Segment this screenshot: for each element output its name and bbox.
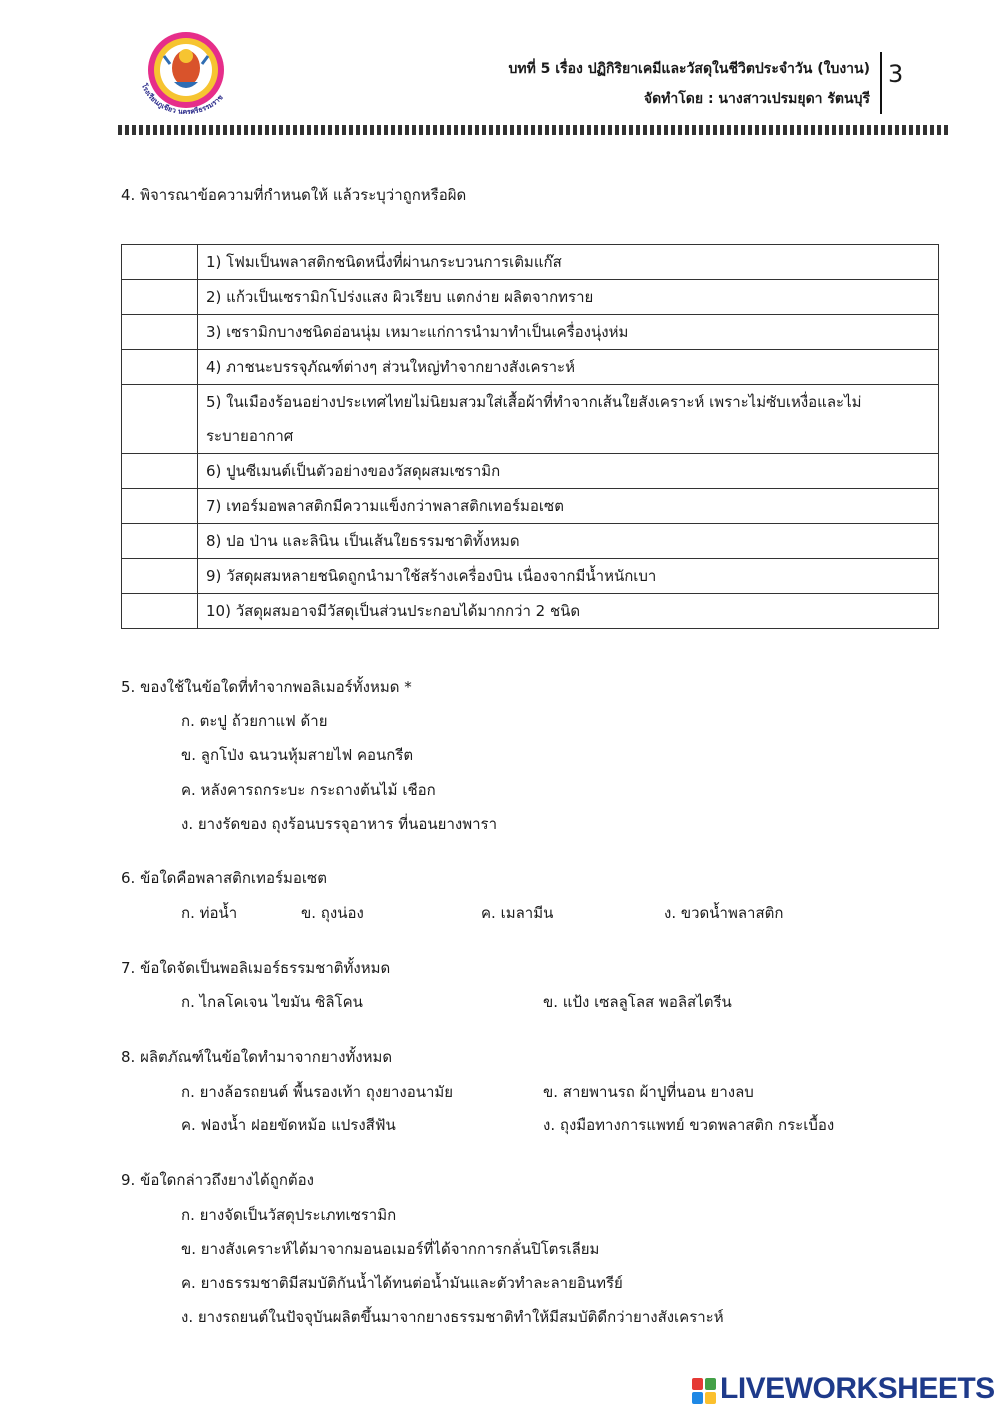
answer-cell[interactable] [122, 489, 198, 524]
q5-prompt: 5. ของใช้ในข้อใดที่ทำจากพอลิเมอร์ทั้งหมด * [121, 678, 412, 696]
answer-cell[interactable] [122, 454, 198, 489]
true-false-table [121, 244, 939, 629]
table-row [122, 315, 939, 350]
q6-option-c[interactable]: ค. เมลามีน [481, 904, 554, 922]
answer-cell[interactable] [122, 245, 198, 280]
answer-cell[interactable] [122, 385, 198, 454]
statement-cell: 7) เทอร์มอพลาสติกมีความแข็งกว่าพลาสติกเทอร์มอเซต [198, 489, 939, 524]
q7-option-b[interactable]: ข. แป้ง เซลลูโลส พอลิสไตรีน [543, 993, 732, 1011]
q9-option-d[interactable]: ง. ยางรถยนต์ในปัจจุบันผลิตขึ้นมาจากยางธรรมชาติทำให้มีสมบัติดีกว่ายางสังเคราะห์ [181, 1308, 724, 1326]
statement-cell: 6) ปูนซีเมนต์เป็นตัวอย่างของวัสดุผสมเซรามิก [198, 454, 939, 489]
q9-prompt: 9. ข้อใดกล่าวถึงยางได้ถูกต้อง [121, 1171, 314, 1189]
statement-cell: 3) เซรามิกบางชนิดอ่อนนุ่ม เหมาะแก่การนำมาทำเป็นเครื่องนุ่งห่ม [198, 315, 939, 350]
statement-line: 5) ในเมืองร้อนอย่างประเทศไทยไม่นิยมสวมใส่เสื้อผ้าที่ทำจากเส้นใยสังเคราะห์ เพราะไม่ซับเหงื่อและไม่ [206, 393, 862, 411]
q8-prompt: 8. ผลิตภัณฑ์ในข้อใดทำมาจากยางทั้งหมด [121, 1048, 393, 1066]
table-row [122, 280, 939, 315]
q7-option-a[interactable]: ก. ไกลโคเจน ไขมัน ซิลิโคน [181, 993, 363, 1011]
answer-cell[interactable] [122, 315, 198, 350]
q5-option-b[interactable]: ข. ลูกโป่ง ฉนวนหุ้มสายไฟ คอนกรีต [181, 746, 414, 764]
answer-cell[interactable] [122, 559, 198, 594]
table-row [122, 594, 939, 629]
table-row [122, 559, 939, 594]
worksheet-title: บทที่ 5 เรื่อง ปฏิกิริยาเคมีและวัสดุในชีวิตประจำวัน (ใบงาน) [508, 61, 870, 77]
answer-cell[interactable] [122, 524, 198, 559]
table-row [122, 350, 939, 385]
q9-option-b[interactable]: ข. ยางสังเคราะห์ได้มาจากมอนอเมอร์ที่ได้จากการกลั่นปิโตรเลียม [181, 1240, 600, 1258]
q8-option-a[interactable]: ก. ยางล้อรถยนต์ พื้นรองเท้า ถุงยางอนามัย [181, 1083, 454, 1101]
q9-option-a[interactable]: ก. ยางจัดเป็นวัสดุประเภทเซรามิก [181, 1206, 397, 1224]
answer-cell[interactable] [122, 350, 198, 385]
table-row [122, 524, 939, 559]
q8-option-b[interactable]: ข. สายพานรถ ผ้าปูที่นอน ยางลบ [543, 1083, 754, 1101]
school-logo [130, 28, 242, 114]
statement-cell: 2) แก้วเป็นเซรามิกโปร่งแสง ผิวเรียบ แตกง่าย ผลิตจากทราย [198, 280, 939, 315]
q6-option-a[interactable]: ก. ท่อน้ำ [181, 904, 238, 922]
q5-option-d[interactable]: ง. ยางรัดของ ถุงร้อนบรรจุอาหาร ที่นอนยางพารา [181, 815, 497, 833]
q9-option-c[interactable]: ค. ยางธรรมชาติมีสมบัติกันน้ำได้ทนต่อน้ำมันและตัวทำละลายอินทรีย์ [181, 1274, 623, 1292]
table-row [122, 385, 939, 454]
worksheet-author: จัดทำโดย : นางสาวเปรมยุดา รัตนบุรี [643, 91, 870, 107]
q7-prompt: 7. ข้อใดจัดเป็นพอลิเมอร์ธรรมชาติทั้งหมด [121, 959, 391, 977]
q5-option-a[interactable]: ก. ตะปู ถ้วยกาแฟ ด้าย [181, 712, 328, 730]
statement-line: ระบายอากาศ [206, 427, 294, 445]
answer-cell[interactable] [122, 594, 198, 629]
table-row [122, 245, 939, 280]
statement-cell: 9) วัสดุผสมหลายชนิดถูกนำมาใช้สร้างเครื่องบิน เนื่องจากมีน้ำหนักเบา [198, 559, 939, 594]
brand-name: LIVEWORKSHEETS [720, 1372, 995, 1405]
table-row [122, 454, 939, 489]
table-row [122, 489, 939, 524]
header-separator [118, 125, 950, 135]
svg-text:โรงเรียนภูเขียว นครศรีธรรมราช: โรงเรียนภูเขียว นครศรีธรรมราช [139, 82, 225, 114]
header-divider [880, 52, 882, 114]
liveworksheets-logo-icon [692, 1378, 716, 1404]
q5-option-c[interactable]: ค. หลังคารถกระบะ กระถางต้นไม้ เชือก [181, 781, 436, 799]
statement-cell [198, 385, 939, 454]
q6-prompt: 6. ข้อใดคือพลาสติกเทอร์มอเซต [121, 869, 327, 887]
q8-option-d[interactable]: ง. ถุงมือทางการแพทย์ ขวดพลาสติก กระเบื้อง [543, 1116, 835, 1134]
answer-cell[interactable] [122, 280, 198, 315]
statement-cell: 1) โฟมเป็นพลาสติกชนิดหนึ่งที่ผ่านกระบวนการเติมแก๊ส [198, 245, 939, 280]
q8-option-c[interactable]: ค. ฟองน้ำ ฝอยขัดหม้อ แปรงสีฟัน [181, 1116, 396, 1134]
page-number: 3 [888, 60, 904, 88]
statement-cell: 4) ภาชนะบรรจุภัณฑ์ต่างๆ ส่วนใหญ่ทำจากยางสังเคราะห์ [198, 350, 939, 385]
statement-cell: 8) ปอ ป่าน และลินิน เป็นเส้นใยธรรมชาติทั้งหมด [198, 524, 939, 559]
q6-option-d[interactable]: ง. ขวดน้ำพลาสติก [664, 904, 784, 922]
statement-cell: 10) วัสดุผสมอาจมีวัสดุเป็นส่วนประกอบได้มากกว่า 2 ชนิด [198, 594, 939, 629]
q4-prompt: 4. พิจารณาข้อความที่กำหนดให้ แล้วระบุว่าถูกหรือผิด [121, 186, 467, 204]
q6-option-b[interactable]: ข. ถุงน่อง [301, 904, 364, 922]
